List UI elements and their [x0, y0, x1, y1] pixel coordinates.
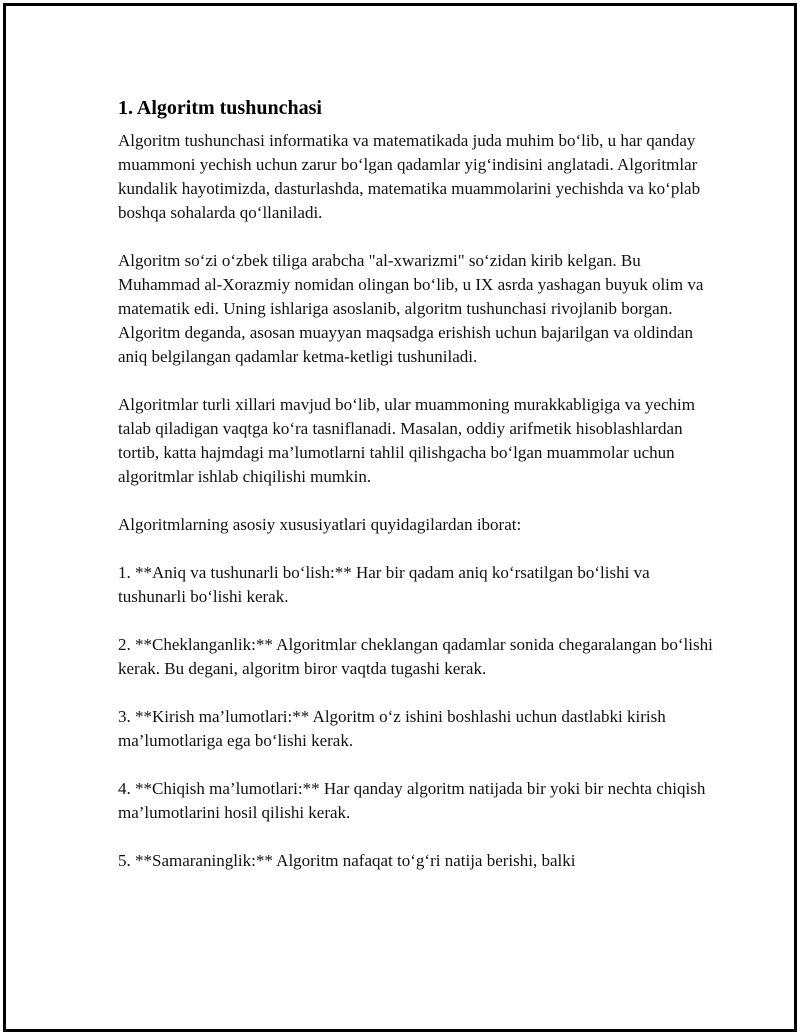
list-item-5: 5. **Samaraninglik:** Algoritm nafaqat to‘g‘ri natija berishi, balki: [118, 851, 576, 870]
list-item-3: 3. **Kirish ma’lumotlari:** Algoritm o‘z ishini boshlashi uchun dastlabki kirish ma’lumotlariga ega bo‘lishi kerak.: [118, 707, 666, 750]
section-heading: 1. Algoritm tushunchasi: [118, 97, 322, 119]
list-item-1: 1. **Aniq va tushunarli bo‘lish:** Har bir qadam aniq ko‘rsatilgan bo‘lishi va tushunarli bo‘lishi kerak.: [118, 563, 650, 606]
paragraph-intro: Algoritm tushunchasi informatika va matematikada juda muhim bo‘lib, u har qanday muammoni yechish uchun zarur bo‘lgan qadamlar yig‘indisini anglatadi. Algoritmlar kundalik hayotimizda, dasturlashda, matematika muammolarini yechishda va ko‘plab boshqa sohalarda qo‘llaniladi.: [118, 131, 701, 222]
paragraph-properties-intro: Algoritmlarning asosiy xususiyatlari quyidagilardan iborat:: [118, 515, 522, 534]
paragraph-types: Algoritmlar turli xillari mavjud bo‘lib, ular muammoning murakkabligiga va yechim talab qiladigan vaqtga ko‘ra tasniflanadi. Masalan, oddiy arifmetik hisoblashlardan tortib, katta hajmdagi ma’lumotlarni tahlil qilishgacha bo‘lgan muammolar uchun algoritmlar ishlab chiqilishi mumkin.: [118, 395, 695, 486]
document-body: [118, 95, 718, 897]
list-item-2: 2. **Cheklanganlik:** Algoritmlar cheklangan qadamlar sonida chegaralangan bo‘lishi kerak. Bu degani, algoritm biror vaqtda tugashi kerak.: [118, 635, 713, 678]
paragraph-etymology: Algoritm so‘zi o‘zbek tiliga arabcha "al-xwarizmi" so‘zidan kirib kelgan. Bu Muhammad al-Xorazmiy nomidan olingan bo‘lib, u IX asrda yashagan buyuk olim va matematik edi. Uning ishlariga asoslanib, algoritm tushunchasi rivojlanib borgan. Algoritm deganda, asosan muayyan maqsadga erishish uchun bajarilgan va oldindan aniq belgilangan qadamlar ketma-ketligi tushuniladi.: [118, 251, 704, 366]
list-item-4: 4. **Chiqish ma’lumotlari:** Har qanday algoritm natijada bir yoki bir nechta chiqish ma’lumotlarini hosil qilishi kerak.: [118, 779, 706, 822]
